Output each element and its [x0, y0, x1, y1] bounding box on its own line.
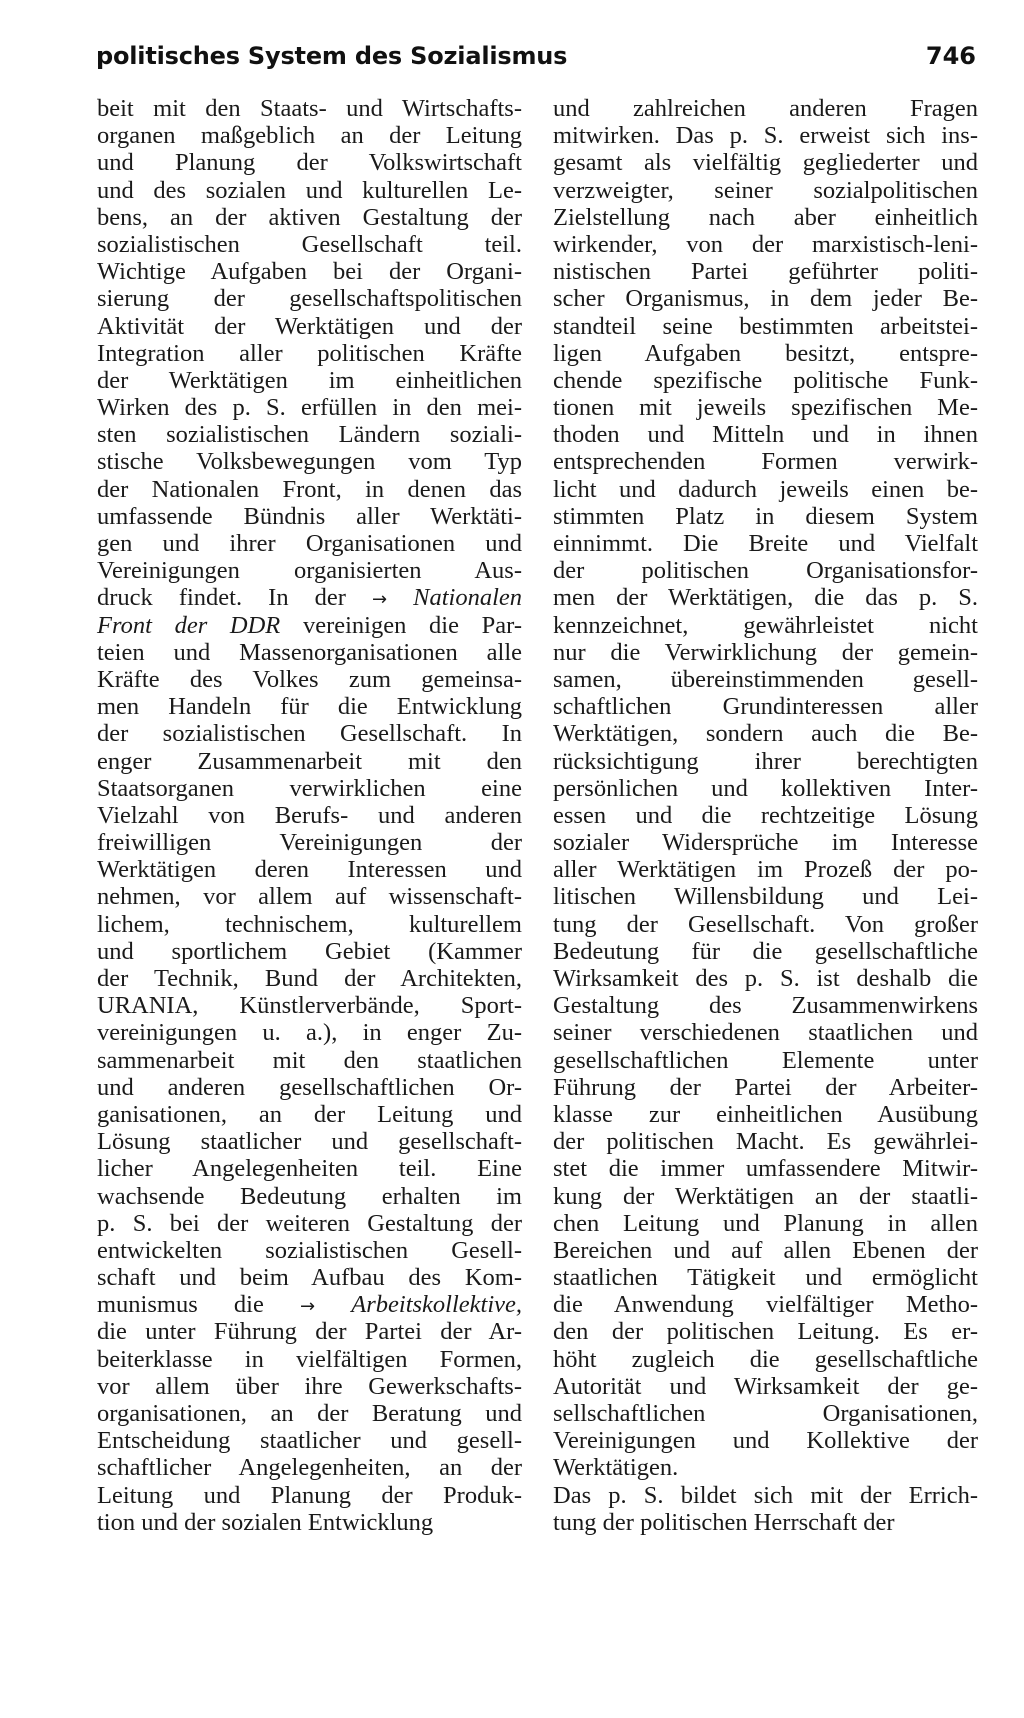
line-text: druck findet. In der: [97, 584, 372, 612]
text-line: [97, 503, 522, 530]
line-text: freiwilligen Vereinigungen der: [97, 829, 522, 857]
line-text: Integration aller politischen Kräfte: [97, 339, 522, 367]
line-text: der sozialistischen Gesellschaft. In: [97, 720, 522, 748]
line-text: sten sozialistischen Ländern soziali-: [97, 421, 522, 449]
text-line: [553, 557, 978, 584]
line-text: und zahlreichen anderen Fragen: [553, 95, 978, 122]
text-line: [553, 1318, 978, 1345]
line-text: Wirken des p. S. erfüllen in den mei-: [97, 394, 522, 422]
line-text: Gestaltung des Zusammenwirkens: [553, 992, 978, 1020]
line-text: seiner verschiedenen staatlichen und: [553, 1019, 978, 1047]
text-line: [97, 992, 522, 1019]
text-line: [553, 1074, 978, 1101]
cross-reference-link[interactable]: Arbeitskollektive,: [351, 1291, 523, 1319]
line-text: umfassende Bündnis aller Werktäti-: [97, 502, 522, 530]
line-text: chende spezifische politische Funk-: [553, 366, 978, 394]
line-text: organisationen, an der Beratung und: [97, 1400, 522, 1427]
text-line: [97, 95, 522, 122]
line-text: Bereichen und auf allen Ebenen der: [553, 1236, 978, 1264]
text-line: [553, 1047, 978, 1074]
text-line: [553, 992, 978, 1019]
line-text: lichem, technischem, kulturellem: [97, 910, 522, 938]
text-line: [97, 1047, 522, 1074]
text-line: [97, 340, 522, 367]
line-text: tionen mit jeweils spezifischen Me-: [553, 394, 978, 422]
line-text: entwickelten sozialistischen Gesell-: [97, 1236, 522, 1264]
line-text: gesamt als vielfältig gegliederter und: [553, 149, 978, 177]
line-text: Aktivität der Werktätigen und der: [97, 312, 522, 340]
line-text: scher Organismus, in dem jeder Be-: [553, 285, 978, 313]
text-line: [97, 775, 522, 802]
text-line: [553, 204, 978, 231]
line-text: bens, an der aktiven Gestaltung der: [97, 203, 522, 231]
text-line: [553, 340, 978, 367]
line-text: beit mit den Staats- und Wirtschafts-: [97, 95, 522, 122]
line-text: gesellschaftlichen Elemente unter: [553, 1046, 978, 1074]
text-line: [97, 313, 522, 340]
text-line: [553, 911, 978, 938]
text-line: [553, 476, 978, 503]
line-text: p. S. bei der weiteren Gestaltung der: [97, 1209, 522, 1237]
line-text: litischen Willensbildung und Lei-: [553, 883, 978, 911]
text-line: [97, 285, 522, 312]
line-text: vereinigungen u. a.), in enger Zu-: [97, 1019, 522, 1047]
text-line: [97, 1237, 522, 1264]
text-line: [97, 394, 522, 421]
line-text: licher Angelegenheiten teil. Eine: [97, 1155, 522, 1183]
text-line: [97, 1128, 522, 1155]
text-line: [553, 829, 978, 856]
text-line: [553, 883, 978, 910]
text-line: [553, 1454, 978, 1481]
line-text: Leitung und Planung der Produk-: [97, 1481, 522, 1509]
line-text: munismus die: [97, 1291, 300, 1319]
line-text: tung der Gesellschaft. Von großer: [553, 910, 978, 938]
line-text: staatlichen Tätigkeit und ermöglicht: [553, 1264, 978, 1292]
text-line: [97, 965, 522, 992]
text-line: [553, 1482, 978, 1509]
text-line: [97, 1482, 522, 1509]
line-text: Vielzahl von Berufs- und anderen: [97, 801, 522, 829]
line-text: Werktätigen.: [553, 1454, 679, 1482]
text-line: [553, 639, 978, 666]
line-text: höht zugleich die gesellschaftliche: [553, 1345, 978, 1373]
line-text: persönlichen und kollektiven Inter-: [553, 774, 978, 802]
line-text: nistischen Partei geführter politi-: [553, 258, 978, 286]
text-line: [553, 394, 978, 421]
text-line: [553, 177, 978, 204]
line-text: chen Leitung und Planung in allen: [553, 1209, 978, 1237]
line-text: der politischen Organisationsfor-: [553, 557, 978, 585]
text-line: [97, 693, 522, 720]
line-text: der politischen Macht. Es gewährlei-: [553, 1128, 978, 1156]
line-text: der Nationalen Front, in denen das: [97, 475, 522, 503]
line-text: schaftlichen Grundinteressen aller: [553, 693, 978, 721]
line-text: beiterklasse in vielfältigen Formen,: [97, 1345, 522, 1373]
line-text: Bedeutung für die gesellschaftliche: [553, 937, 978, 965]
line-text: gen und ihrer Organisationen und: [97, 530, 522, 557]
text-line: [97, 1427, 522, 1454]
line-text: Kräfte des Volkes zum gemeinsa-: [97, 665, 522, 693]
line-text: samen, übereinstimmenden gesell-: [553, 665, 978, 693]
text-line: [97, 748, 522, 775]
line-text: Wichtige Aufgaben bei der Organi-: [97, 258, 522, 286]
text-line: [553, 313, 978, 340]
text-line: [97, 530, 522, 557]
line-text: essen und die rechtzeitige Lösung: [553, 801, 978, 829]
text-line: [97, 938, 522, 965]
text-line: [97, 829, 522, 856]
text-line: [97, 1346, 522, 1373]
text-line: [553, 1264, 978, 1291]
line-text: die unter Führung der Partei der Ar-: [97, 1318, 522, 1346]
line-text: URANIA, Künstlerverbände, Sport-: [97, 992, 522, 1020]
line-text: Staatsorganen verwirklichen eine: [97, 774, 522, 802]
text-line: [97, 666, 522, 693]
line-text: vereinigen die Par-: [280, 611, 522, 639]
text-line: [553, 856, 978, 883]
text-line: [97, 1291, 522, 1318]
line-text: schaft und beim Aufbau des Kom-: [97, 1264, 522, 1292]
line-text: Entscheidung staatlicher und gesell-: [97, 1427, 522, 1455]
text-line: [553, 666, 978, 693]
cross-reference-arrow-icon: →: [371, 589, 388, 611]
text-line: [97, 1183, 522, 1210]
text-line: [97, 584, 522, 611]
text-line: [553, 1509, 978, 1536]
text-line: [553, 1128, 978, 1155]
text-line: [553, 1210, 978, 1237]
text-line: [553, 1019, 978, 1046]
line-text: und des sozialen und kulturellen Le-: [97, 176, 522, 204]
line-text: wachsende Bedeutung erhalten im: [97, 1182, 522, 1210]
line-text: stische Volksbewegungen vom Typ: [97, 448, 522, 476]
line-text: die Anwendung vielfältiger Metho-: [553, 1291, 978, 1319]
line-text: der Technik, Bund der Architekten,: [97, 965, 522, 992]
text-line: [97, 1454, 522, 1481]
text-line: [97, 448, 522, 475]
line-text: der Werktätigen im einheitlichen: [97, 366, 522, 394]
line-text: Wirksamkeit des p. S. ist deshalb die: [553, 965, 978, 992]
line-text: tung der politischen Herrschaft der: [553, 1508, 895, 1536]
line-text: nur die Verwirklichung der gemein-: [553, 638, 978, 666]
line-text: men der Werktätigen, die das p. S.: [553, 584, 978, 612]
text-line: [553, 802, 978, 829]
text-line: [97, 612, 522, 639]
text-line: [553, 775, 978, 802]
text-line: [553, 258, 978, 285]
line-text: wirkender, von der marxistisch-leni-: [553, 230, 978, 258]
text-line: [553, 1237, 978, 1264]
right-text-column: [553, 95, 978, 1536]
line-text: sellschaftlichen Organisationen,: [553, 1400, 978, 1427]
text-line: [553, 231, 978, 258]
text-line: [553, 1400, 978, 1427]
text-line: [553, 285, 978, 312]
line-text: teien und Massenorganisationen alle: [97, 638, 522, 666]
text-line: [97, 1155, 522, 1182]
line-text: Autorität und Wirksamkeit der ge-: [553, 1372, 978, 1400]
text-line: [97, 367, 522, 394]
line-text: licht und dadurch jeweils einen be-: [553, 475, 978, 503]
text-line: [553, 1155, 978, 1182]
line-text: schaftlicher Angelegenheiten, an der: [97, 1454, 522, 1482]
text-line: [553, 503, 978, 530]
text-line: [553, 95, 978, 122]
line-text: mitwirken. Das p. S. erweist sich ins-: [553, 122, 978, 150]
text-line: [553, 367, 978, 394]
line-text: nehmen, vor allem auf wissenschaft-: [97, 883, 522, 911]
text-line: [97, 231, 522, 258]
line-text: stet die immer umfassendere Mitwir-: [553, 1155, 978, 1183]
line-text: enger Zusammenarbeit mit den: [97, 747, 522, 775]
text-line: [97, 720, 522, 747]
text-line: [553, 149, 978, 176]
line-text: ligen Aufgaben besitzt, entspre-: [553, 339, 978, 367]
line-text: kennzeichnet, gewährleistet nicht: [553, 611, 978, 639]
text-line: [97, 639, 522, 666]
line-text: den der politischen Leitung. Es er-: [553, 1318, 978, 1346]
line-text: men Handeln für die Entwicklung: [97, 693, 522, 721]
text-line: [553, 720, 978, 747]
line-text: Werktätigen deren Interessen und: [97, 856, 522, 884]
line-text: tion und der sozialen Entwicklung: [97, 1508, 434, 1536]
text-line: [553, 748, 978, 775]
text-line: [553, 1101, 978, 1128]
text-line: [97, 258, 522, 285]
text-line: [97, 1373, 522, 1400]
line-text: und Planung der Volkswirtschaft: [97, 149, 522, 177]
text-line: [553, 612, 978, 639]
line-text: thoden und Mitteln und in ihnen: [553, 421, 978, 449]
text-line: [553, 421, 978, 448]
text-line: [97, 1509, 522, 1536]
line-text: entsprechenden Formen verwirk-: [553, 448, 978, 476]
line-text: Zielstellung nach aber einheitlich: [553, 203, 978, 231]
text-line: [97, 177, 522, 204]
line-text: Werktätigen, sondern auch die Be-: [553, 720, 978, 748]
text-line: [97, 1101, 522, 1128]
text-line: [97, 1210, 522, 1237]
text-line: [553, 1373, 978, 1400]
text-line: [553, 938, 978, 965]
text-line: [553, 965, 978, 992]
cross-reference-link[interactable]: Front der DDR: [97, 611, 281, 639]
line-text: vor allem über ihre Gewerkschafts-: [97, 1372, 522, 1400]
line-text: verzweigter, seiner sozialpolitischen: [553, 176, 978, 204]
line-text: Vereinigungen organisierten Aus-: [97, 557, 522, 585]
cross-reference-arrow-icon: →: [300, 1296, 316, 1318]
line-text: kung der Werktätigen an der staatli-: [553, 1182, 978, 1210]
line-text: Führung der Partei der Arbeiter-: [553, 1073, 978, 1101]
line-text: aller Werktätigen im Prozeß der po-: [553, 856, 978, 884]
text-line: [553, 584, 978, 611]
line-text: Lösung staatlicher und gesellschaft-: [97, 1128, 522, 1156]
text-line: [553, 1291, 978, 1318]
text-line: [97, 149, 522, 176]
text-line: [553, 122, 978, 149]
text-line: [97, 856, 522, 883]
text-line: [97, 1074, 522, 1101]
line-text: organen maßgeblich an der Leitung: [97, 122, 522, 150]
line-text: ganisationen, an der Leitung und: [97, 1100, 522, 1128]
text-line: [97, 1264, 522, 1291]
text-line: [97, 1019, 522, 1046]
line-text: einnimmt. Die Breite und Vielfalt: [553, 530, 978, 557]
text-line: [97, 421, 522, 448]
text-line: [97, 883, 522, 910]
line-text: stimmten Platz in diesem System: [553, 502, 978, 530]
line-text: und anderen gesellschaftlichen Or-: [97, 1073, 522, 1101]
line-text: sammenarbeit mit den staatlichen: [97, 1046, 522, 1074]
text-line: [97, 802, 522, 829]
text-line: [553, 448, 978, 475]
text-line: [97, 911, 522, 938]
text-line: [553, 1346, 978, 1373]
text-line: [97, 557, 522, 584]
line-text: und sportlichem Gebiet (Kammer: [97, 937, 522, 965]
line-text: sozialistischen Gesellschaft teil.: [97, 230, 522, 258]
cross-reference-link[interactable]: Nationalen: [413, 584, 523, 612]
left-text-column: [97, 95, 522, 1536]
line-text: Vereinigungen und Kollektive der: [553, 1427, 978, 1455]
text-line: [553, 693, 978, 720]
line-text: klasse zur einheitlichen Ausübung: [553, 1100, 978, 1128]
running-title: politisches System des Sozialismus: [96, 42, 568, 70]
text-line: [97, 1400, 522, 1427]
page-number: 746: [925, 42, 976, 70]
text-line: [97, 204, 522, 231]
line-text: sozialer Widersprüche im Interesse: [553, 829, 978, 857]
page-header: [96, 42, 976, 82]
text-line: [97, 476, 522, 503]
text-line: [553, 1427, 978, 1454]
line-text: Das p. S. bildet sich mit der Errich-: [553, 1481, 978, 1509]
line-text: sierung der gesellschaftspolitischen: [97, 285, 522, 313]
text-line: [97, 122, 522, 149]
text-line: [97, 1318, 522, 1345]
text-line: [553, 530, 978, 557]
text-line: [553, 1183, 978, 1210]
line-text: rücksichtigung ihrer berechtigten: [553, 747, 978, 775]
line-text: standteil seine bestimmten arbeitstei-: [553, 312, 978, 340]
